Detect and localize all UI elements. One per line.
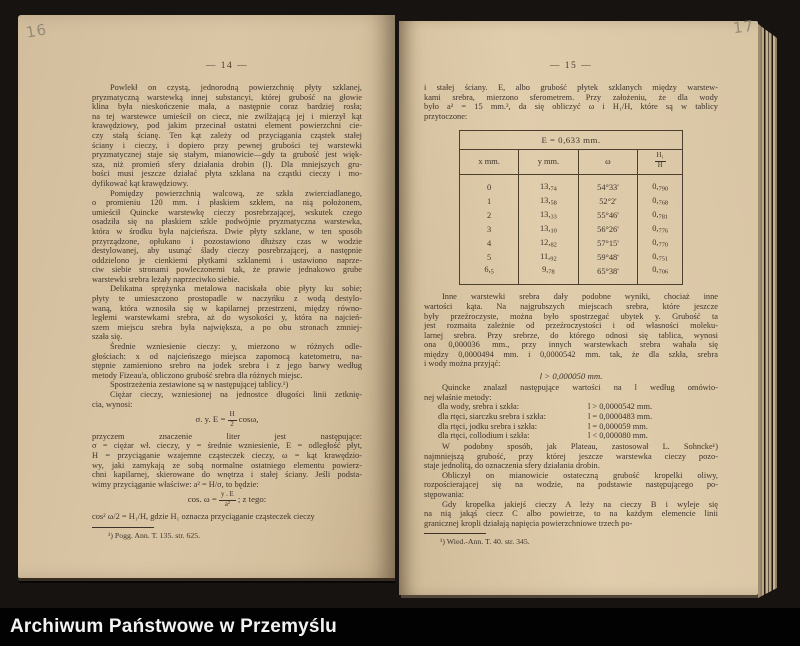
stacked-page-edges (758, 24, 777, 598)
table-header-row (460, 150, 683, 175)
decimal-subscript: 790 (658, 185, 669, 193)
text-line: bości musi jeszcze działać płyta szklana na cząstki cieczy i mo- (92, 169, 362, 179)
text-line: chni kapilarnej, skierowane do wnętrza i stałej ściany. Jeśli podsta- (92, 470, 362, 480)
fraction-numerator: y . E (219, 492, 236, 501)
decimal-subscript: 770 (658, 241, 669, 249)
footnote-text: ¹) Pogg. Ann. T. 135. str. 625. (108, 530, 201, 540)
table-data-cell: 54°33' (578, 174, 638, 194)
text-line: pryzmatyczną warstewką innej substancyi, której grubość na głowie (92, 92, 362, 102)
text-line: która w środku była najcieńsza. Dwie płyty szklane, w ten sposób (92, 226, 362, 236)
list-item-value: l = 0,0000483 mm. (588, 411, 653, 421)
text-line: cia, wynosi: (92, 399, 133, 409)
table-data-row (460, 195, 683, 209)
text-line: stępowania: (424, 490, 465, 500)
text-line: metody Fizeau'a, obliczono grubość srebra dla różnych miejsc. (92, 370, 303, 380)
table-title-row (460, 131, 683, 150)
text-line: głościach: x od najcieńszego miejsca zapomocą katetometru, na- (92, 351, 362, 361)
footnote-separator-rule (424, 533, 486, 534)
table-data-cell: 13,33 (519, 209, 578, 223)
decimal-subscript: 768 (658, 199, 669, 207)
left-page-number-header: — 14 — (205, 61, 249, 71)
paragraph (92, 342, 362, 380)
fraction-denominator: 2 (230, 420, 234, 428)
text-line: przytoczone: (424, 111, 468, 121)
table-data-cell: 1 (487, 197, 492, 207)
archive-name-label: Archiwum Państwowe w Przemyślu (10, 616, 337, 637)
paragraph (92, 432, 362, 490)
table-data-cell: 11,92 (519, 251, 578, 265)
text-line: czy stałą ścianę. Ten kąt zależy od przyciągania cząstek stałej (92, 130, 362, 140)
text-line: ległemi warstewkami srebra, aż do wysokości y, która na najcień- (92, 313, 362, 323)
left-page-column (92, 61, 362, 540)
text-line: Obliczył on mianowicie ostateczną grubość kropelki oliwy, (442, 470, 718, 480)
table-data-row (460, 251, 683, 265)
text-line: Gdy kropelka jakiejś cieczy A leży na cieczy B i wyleje się (442, 499, 718, 509)
table-data-cell: 52°2' (578, 195, 638, 209)
text-line: Powlekł on czystą, jednorodną powierzchnię płyty szklanej, (110, 83, 362, 92)
paragraph (92, 380, 362, 390)
table-data-cell: 0 (487, 183, 492, 193)
list-item (424, 402, 718, 412)
paragraph (92, 390, 362, 409)
text-line: Quincke znalazł następujące wartości na l według omówio- (442, 383, 718, 393)
table-data-cell: 55°46' (578, 209, 638, 223)
column-header-cell (638, 150, 683, 175)
fraction (219, 492, 236, 509)
decimal-subscript: 751 (658, 255, 669, 262)
table-data-cell: 4 (487, 238, 492, 248)
footnote-text: ¹) Wied.-Ann. T. 40. str. 345. (440, 537, 530, 547)
list-item-label: dla rtęci, siarczku srebra i szkła: (438, 411, 546, 421)
text-line: staje jednolitą, do oznaczenia sfery działania drobin. (424, 461, 600, 471)
table-data-cell: 2 (487, 211, 492, 221)
decimal-subscript: 82 (550, 241, 557, 249)
text-line: było a² = 15 mm.², da się obliczyć ω i H₁/H, które są w tablicy (424, 102, 718, 112)
paragraph (424, 383, 718, 402)
text-line: nej właśnie metody: (424, 392, 492, 402)
text-line: były przeźroczyste, można było spostrzegać ubytek y. Grubość ta (424, 311, 718, 321)
table-data-cell: 65°38' (578, 264, 638, 284)
text-line: krawędziowy, pod jakim przecinał ostatni element powierzchni cie- (92, 121, 362, 131)
text-line: kami srebra, mierzono sferometrem. Przy założeniu, że dla wody (424, 92, 718, 102)
text-line: Ciężar cieczy, wzniesionej na jednostce długości linii zetknię- (110, 390, 362, 399)
decimal-subscript: 74 (550, 185, 557, 193)
text-line: płyty te umieszczono prostopadle w naczyńku z wodą destylo- (92, 294, 362, 304)
right-page-number-header: — 15 — (549, 61, 593, 71)
table-data-row (460, 264, 683, 284)
text-line: Inne warstewki srebra dały podobne wyniki, chociaż inne (442, 292, 718, 302)
measurement-table (459, 130, 683, 285)
text-line: Średnie wzniesienie cieczy: y, mierzono w różnych odle- (110, 342, 362, 352)
table-data-cell: 0,706 (638, 264, 683, 284)
formula-line: cos. ω = $\frac{y . E}{\text{a²}}$ ; z tego: (187, 491, 267, 509)
table-title-cell: E = 0,633 mm. (460, 131, 683, 150)
footnote (92, 527, 362, 540)
decimal-subscript: 78 (548, 268, 555, 276)
list-item (424, 422, 718, 432)
table-data-cell: 0,768 (638, 195, 683, 209)
table-data-cell: 59°48' (578, 251, 638, 265)
list-item-value: l > 0,0000542 mm. (588, 402, 653, 412)
text-line: szem miejscu srebra była największa, a po obu stronach zmniej- (92, 322, 362, 332)
text-line: Spostrzeżenia zestawione są w następującej tablicy.¹) (110, 380, 289, 390)
value-list (424, 402, 718, 441)
fraction (228, 412, 237, 429)
text-line: pryzmatycznej staje się stałym, mianowicie—gdy ta grubość jest więk- (92, 150, 362, 160)
table-data-cell: 13,10 (519, 223, 578, 237)
text-line: ciw siebie stronami powleczonemi tak, że prawie jednakowo grube (92, 265, 362, 275)
paragraph (424, 292, 718, 369)
table-data-cell: 6,5 (484, 265, 494, 276)
table-data-cell: 56°26' (578, 223, 638, 237)
text-line: na tej warstewce umieścił on ciecz, nie zwilżającą jej i mierzył kąt (92, 111, 362, 121)
column-header-cell: y mm. (519, 150, 578, 175)
text-line: waną, która wznosiła się w kapilarnej przestrzeni, między równo- (92, 303, 362, 313)
decimal-subscript: 781 (658, 213, 669, 221)
table-data-cell: 0,776 (638, 223, 683, 237)
paragraph (92, 189, 362, 285)
table-data-cell: 0,781 (638, 209, 683, 223)
text-line: wimy przyciąganie właściwe: a² = H/σ, to będzie: (92, 479, 259, 489)
footnote (424, 533, 718, 546)
text-line: i wody można przyjąć: (424, 359, 501, 369)
table-data-row (460, 223, 683, 237)
table-data-cell: 0,770 (638, 237, 683, 251)
paragraph (424, 83, 718, 121)
decimal-subscript: 33 (550, 213, 557, 221)
text-line: Delikatna sprężynka metalowa naciskała obie płyty ku sobie; (110, 284, 362, 294)
decimal-subscript: 706 (658, 268, 669, 276)
text-line: rozpościerającej się na wodzie, na podstawie następującego po- (424, 480, 718, 490)
fraction-denominator: a² (224, 501, 230, 509)
column-header-cell: x mm. (460, 150, 519, 175)
text-line: między 0,0000494 mm. i 0,0000542 mm. tak, że dla szkła, srebra (424, 349, 718, 359)
table-data-row (460, 174, 683, 194)
column-header-cell: ω (578, 150, 638, 175)
decimal-subscript: 5 (490, 268, 494, 276)
paragraph (424, 500, 718, 529)
fraction-denominator: H (657, 162, 663, 170)
text-line: sza, niż promień sfery działania drobin (l). Dla mniejszych gru- (92, 159, 362, 169)
text-line: umieścił Quincke warstewkę cieczy posrebrzającej, wskutek czego (92, 207, 362, 217)
text-line: klina była nieskończenie mała, a następnie coraz bardziej rosła; (92, 102, 362, 112)
table-data-cell: 3 (487, 224, 492, 234)
left-page (18, 15, 395, 578)
list-item-value: l = 0,000059 mm. (588, 421, 648, 431)
right-page (399, 21, 758, 595)
paragraph (424, 442, 718, 471)
text-line: na nią jakąś ciecz C albo powietrze, to na każdym elemencie linii (424, 509, 718, 519)
text-line: dyfikować kąt krawędziowy. (92, 178, 189, 188)
list-item-label: dla wody, srebra i szkła: (438, 402, 520, 412)
text-line: H = przyciąganie wzajemne cząsteczek cieczy, ω = kąt krawędzio- (92, 450, 362, 460)
table-data-cell: 12,82 (519, 237, 578, 251)
text-line: σ = ciężar wł. cieczy, y = średnie wzniesienie, E = odległość płyt, (92, 441, 362, 451)
table-data-row (460, 209, 683, 223)
text-line: larnej srebra. Przy srebrze, do którego odnosi się tablica, wynosi (424, 330, 718, 340)
paragraph (92, 512, 362, 522)
paragraph (92, 284, 362, 342)
text-line: o promieniu 120 mm. i płaskiem szkłem, na nią położonem, (92, 198, 362, 208)
centered-value-line: l > 0,000050 mm. (539, 371, 603, 382)
decimal-subscript: 92 (550, 255, 557, 262)
decimal-subscript: 58 (550, 199, 557, 207)
text-line: ona 0,000036 mm., przy innych warstewkach srebra wahała się (424, 340, 718, 350)
table-data-cell: 5 (487, 252, 492, 262)
handwritten-folio-number-right: 17 (731, 16, 756, 38)
formula-line: σ. y. E = $\frac{H}{2}$ cosω, (195, 411, 259, 428)
text-line: warstewki srebra leżały naprzeciwko siebie. (92, 274, 240, 284)
text-line: wy, jaki zamykają ze sobą normalne ostatniego elementu powierz- (92, 460, 362, 470)
text-line: jest rozmaita zależnie od przeźroczystości i od własności moleku- (424, 321, 718, 331)
text-line: przyczem znaczenie liter jest następujące: (92, 431, 362, 441)
text-line: W podobny sposób, jak Plateau, zastosował L. Sohncke¹) (442, 442, 718, 452)
fraction-numerator: H (228, 412, 237, 421)
table-data-row (460, 237, 683, 251)
text-line: destylowanej, aby usunąć ślady cieczy posrebrzającej, a następnie (92, 246, 362, 256)
text-line: granicznej kropli działają napięcia powierzchniowe trzech po- (424, 518, 633, 528)
list-item-label: dla rtęci, collodium i szkła: (438, 431, 530, 441)
table-data-cell: 0,790 (638, 174, 683, 194)
text-line: ściany i cieczy, i dopiero przy pewnej grubości tej warstewki (92, 140, 362, 150)
text-line: osadziła się na płaskiem szkle podwójnie pryzmatyczna warstewka, (92, 217, 362, 227)
text-line: szała się. (92, 332, 123, 342)
text-line: najmniejszą grubość, przy której jeszcze warstewka cieczy pozo- (424, 451, 718, 461)
right-page-column (424, 61, 718, 546)
decimal-subscript: 10 (550, 227, 557, 235)
text-line: oddzielono je cienkiemi płytkami szklanemi i ustawiono naprze- (92, 255, 362, 265)
handwritten-folio-number-left: 16 (24, 20, 49, 42)
caption-bar (0, 608, 800, 646)
right-page-body (424, 83, 718, 546)
footnote-separator-rule (92, 527, 154, 528)
left-page-body (92, 83, 362, 540)
paragraph (424, 471, 718, 500)
list-item (424, 431, 718, 441)
table-data-cell: 57°15' (578, 237, 638, 251)
paragraph (92, 83, 362, 189)
table-data-cell: 0,751 (638, 251, 683, 265)
fraction-numerator: H₁ (655, 153, 666, 162)
fraction (655, 153, 666, 170)
text-line: wartości kąta. Na najgrubszych miejscach srebra, które jeszcze (424, 301, 718, 311)
text-line: cos² ω/2 = H₁/H, gdzie H₁ oznacza przyciąganie cząsteczek cieczy (92, 511, 315, 521)
decimal-subscript: 776 (658, 227, 669, 235)
list-item-value: l < 0,000080 mm. (588, 431, 648, 441)
table-data-cell: 13,74 (519, 174, 578, 194)
list-item (424, 412, 718, 422)
text-line: i stałej ściany. E, albo grubość płytek szklanych między warstew- (424, 83, 718, 92)
text-line: stępnie zamieniono srebro na jodek srebra i z jego barwy według (92, 361, 362, 371)
text-line: przyrządzone, opłukano i pozostawiono dłuższy czas w wodzie (92, 236, 362, 246)
table-data-cell: 9,78 (519, 264, 578, 284)
list-item-label: dla rtęci, jodku srebra i szkła: (438, 421, 538, 431)
table-data-cell: 13,58 (519, 195, 578, 209)
text-line: Pomiędzy powierzchnią walcową, ze szkła zwierciadlanego, (110, 188, 362, 198)
